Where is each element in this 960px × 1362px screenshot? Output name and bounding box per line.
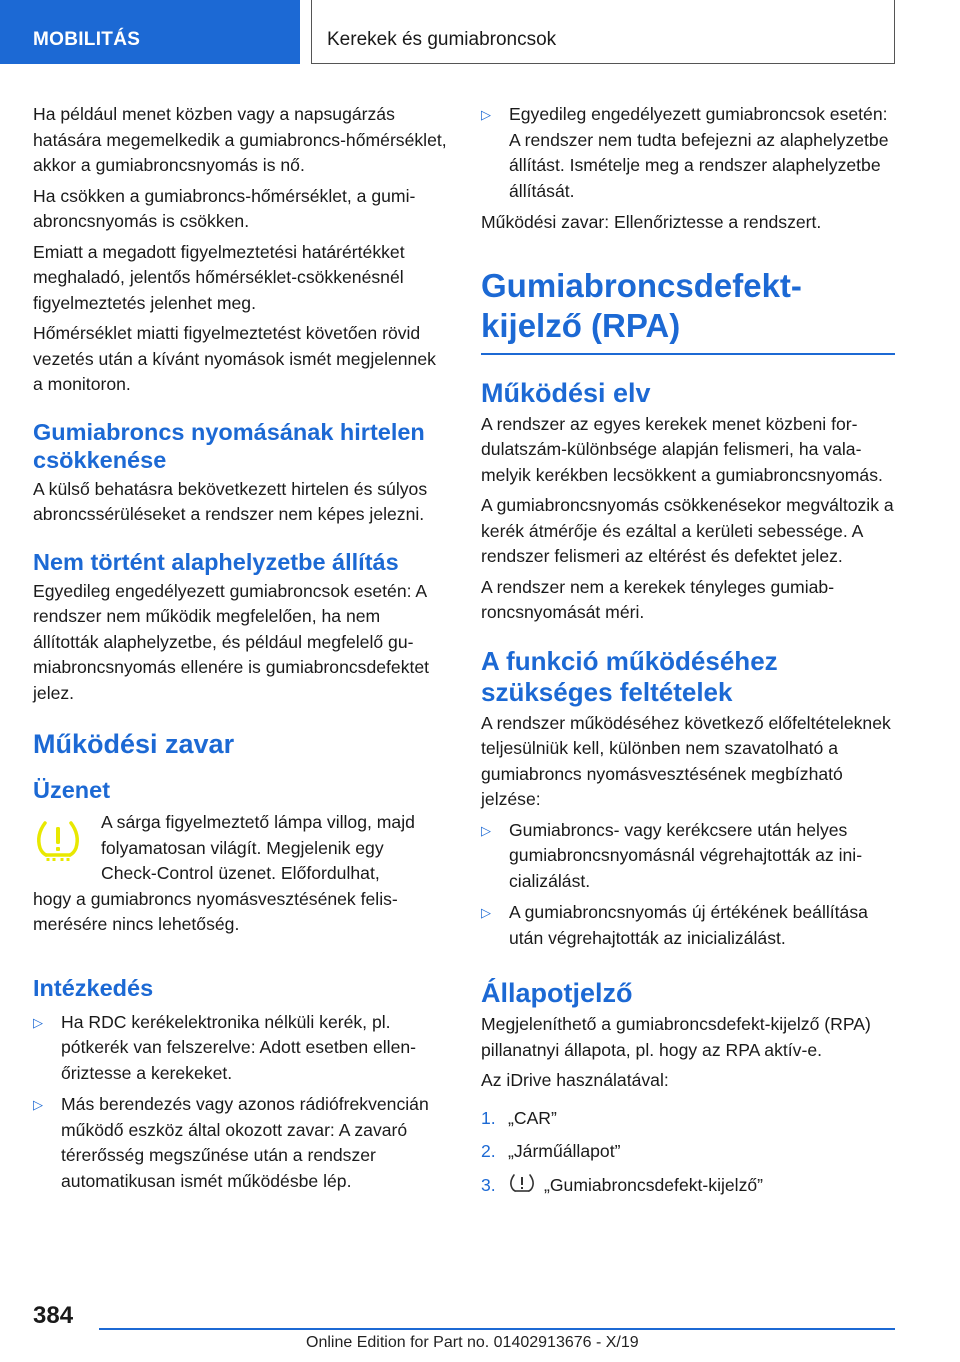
list-item: [33, 1092, 448, 1194]
triangle-right-icon: ▷: [33, 1097, 43, 1112]
step-item: [481, 1139, 895, 1165]
step-item: [481, 1106, 895, 1132]
paragraph: A gumiabroncsnyomás csökkenésekor megváltozik a kerék átmérője és ezáltal a kerületi sebessége. A rendszer felismeri az eltérést és defektet jelez.: [481, 495, 894, 566]
heading-action: Intézkedés: [33, 974, 154, 1001]
triangle-right-icon: ▷: [33, 1014, 43, 1030]
list-item-text: Más berendezés vagy azonos rádiófrekvencián működő eszköz által okozott zavar: A zavaró térerősség megszűnése után a rendszer automatikusan ismét működésbe lép.: [61, 1094, 429, 1191]
triangle-right-icon: ▷: [481, 107, 491, 122]
paragraph: Egyedileg engedélyezett gumiabroncsok esetén: A rendszer nem működik megfelelően, ha nem állították alaphelyzetbe, és például megfelelő gumiabroncsnyomás ellenére is gumiabroncsdefektet jelez.: [33, 580, 430, 703]
list-item: [481, 102, 895, 204]
heading-malfunction: Működési zavar: [33, 729, 235, 759]
paragraph: Működési zavar: Ellenőriztesse a rendszert.: [481, 212, 822, 232]
paragraph: A rendszer nem a kerekek tényleges gumiabroncsnyomását méri.: [481, 576, 835, 622]
step-number: 2.: [481, 1141, 496, 1161]
step-item: [481, 1173, 895, 1199]
paragraph: Emiatt a megadott figyelmeztetési határértékket meghaladó, jelentős hőmérséklet-csökkenésnél figyelmeztetés jelenhet meg.: [33, 241, 405, 313]
paragraph: A rendszer az egyes kerekek menet közbeni fordulatszám-különbsége alapján felismeri, ha valamelyik kerékben lecsökkent a gumiabroncsnyomás.: [481, 413, 883, 485]
right-column: [481, 102, 895, 1206]
heading-conditions: A funkció működéséhez szükséges feltételek: [481, 645, 778, 707]
tire-pressure-icon: [508, 1173, 536, 1193]
heading-status: Állapotjelző: [481, 978, 633, 1008]
paragraph: Ha például menet közben vagy a napsugárzás hatására megemelkedik a gumiabroncs-hőmérséklet, akkor a gumiabroncsnyomás is nő.: [33, 104, 447, 175]
step-number: 3.: [481, 1174, 496, 1195]
paragraph: Megjeleníthető a gumiabroncsdefekt-kijelző (RPA) pillanatnyi állapota, pl. hogy az RPA aktív-e.: [481, 1014, 871, 1060]
heading-message: Üzenet: [33, 777, 111, 803]
paragraph: A rendszer működéséhez következő előfeltételeknek teljesülniük kell, különben nem szavatolható a gumiabroncs nyomásvesztésének megbízható jelzése:: [481, 712, 891, 809]
list-item-text: Egyedileg engedélyezett gumiabroncsok esetén: A rendszer nem tudta befejezni az alaphelyzetbe állítást. Ismételje meg a rendszer alaphelyzetbe állítását.: [509, 104, 889, 201]
warning-text-line: Check-Control üzenet. Előfordulhat,: [101, 863, 380, 883]
main-heading-rpa: Gumiabroncsdefekt-kijelző (RPA): [481, 266, 895, 355]
step-number: 1.: [481, 1107, 496, 1128]
footer-divider: [99, 1328, 895, 1330]
chapter-title: Kerekek és gumiabroncsok: [311, 0, 895, 64]
step-text: „Járműállapot”: [508, 1141, 621, 1161]
step-text: „Gumiabroncsdefekt-kijelző”: [544, 1174, 764, 1195]
warning-message-block: [33, 810, 448, 938]
list-item: [481, 900, 895, 951]
tire-pressure-warning-icon: [33, 818, 83, 862]
footer-edition: Online Edition for Part no. 01402913676 - X/19: [306, 1334, 639, 1351]
heading-sudden-drop: Gumiabroncs nyomásának hirtelen csökkenése: [33, 418, 425, 473]
warning-text-line: folyamatosan világít. Megjelenik egy: [101, 837, 384, 858]
heading-principle: Működési elv: [481, 377, 651, 408]
paragraph: Hőmérséklet miatti figyelmeztetést követően rövid vezetés után a kívánt nyomások ismét megjelennek a monitoron.: [33, 323, 436, 394]
section-tab: MOBILITÁS: [0, 0, 300, 64]
paragraph: Az iDrive használatával:: [481, 1070, 669, 1090]
list-item: [33, 1010, 448, 1087]
step-text: „CAR”: [508, 1107, 557, 1128]
warning-text-line: A sárga figyelmeztető lámpa villog, majd: [101, 812, 415, 832]
page-number: 384: [33, 1302, 74, 1329]
triangle-right-icon: ▷: [481, 905, 491, 920]
page-header: [0, 0, 960, 64]
paragraph: hogy a gumiabroncs nyomásvesztésének felismerésére nincs lehetőség.: [33, 888, 398, 934]
triangle-right-icon: ▷: [481, 822, 491, 838]
list-item-text: Gumiabroncs- vagy kerékcsere után helyes gumiabroncsnyomásnál végrehajtották az inicializálást.: [509, 819, 863, 891]
list-item: [481, 818, 895, 895]
list-item-text: Ha RDC kerékelektronika nélküli kerék, pl. pótkerék van felszerelve: Adott esetben ellenőriztesse a kerekeket.: [61, 1011, 417, 1083]
heading-no-reset: Nem történt alaphelyzetbe állítás: [33, 548, 399, 575]
list-item-text: A gumiabroncsnyomás új értékének beállítása után végrehajtották az inicializálást.: [509, 902, 868, 948]
paragraph: A külső behatásra bekövetkezett hirtelen és súlyos abroncssérüléseket a rendszer nem képes jelezni.: [33, 478, 428, 524]
left-column: [33, 102, 448, 1200]
paragraph: Ha csökken a gumiabroncs-hőmérséklet, a gumiabroncsnyomás is csökken.: [33, 185, 416, 231]
